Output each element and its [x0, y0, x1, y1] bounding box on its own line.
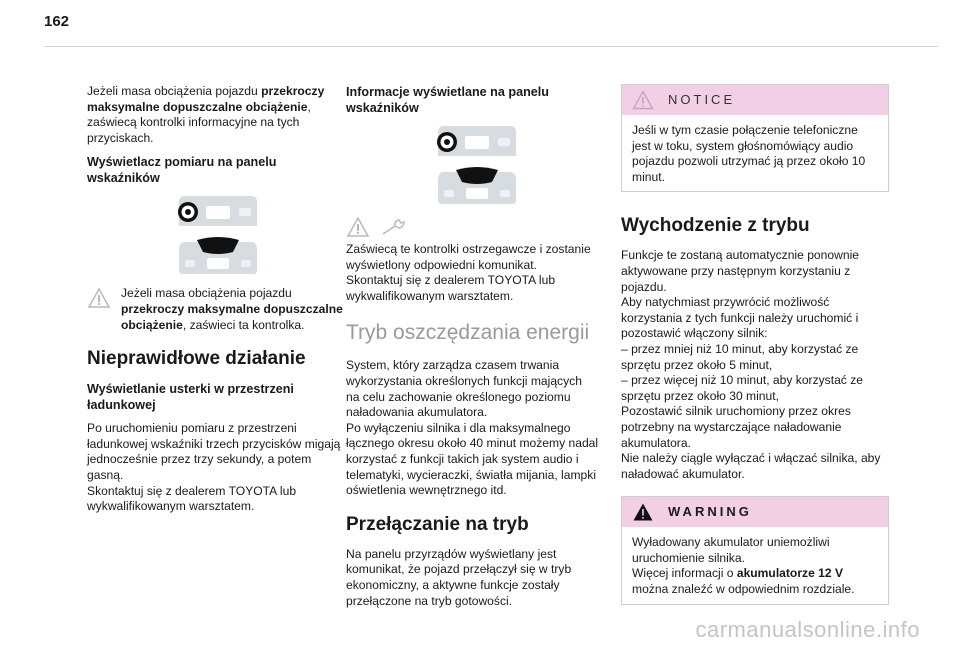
- text-line: wskaźników: [346, 101, 419, 115]
- top-divider: [44, 46, 938, 47]
- notice-box: [621, 84, 889, 192]
- panel-warning-text: [346, 242, 608, 304]
- exit-mode-body: [621, 248, 889, 482]
- warning-label: WARNING: [668, 504, 752, 520]
- text-line: Skontaktuj się z dealerem TOYOTA lub: [346, 273, 556, 288]
- text-line: jednocześnie przez trzy sekundy, a potem: [87, 452, 312, 467]
- column-2: [346, 84, 608, 617]
- text-line: Aby natychmiast przywrócić możliwość: [621, 295, 830, 310]
- wrench-icon: [380, 216, 408, 238]
- text-run: zaświecą kontrolki informacyjne na tych: [87, 115, 300, 130]
- text-line: na celu zachowanie określonego poziomu: [346, 389, 571, 404]
- text-line: komunikat, że pojazd przełączył się w tryb: [346, 562, 572, 577]
- text-line: jest w toku, system głośnomówiący audio: [632, 138, 854, 153]
- text-line: telematyki, wycieraczki, światła mijania, lampki: [346, 467, 597, 482]
- text-line: System, który zarządza czasem trwania: [346, 358, 560, 373]
- text-line: ładunkowej wskaźniki trzech przycisków migają: [87, 436, 341, 451]
- heading-measurement-display: [87, 154, 349, 186]
- text-line: akumulatora.: [621, 435, 691, 450]
- text-line: Funkcje te zostaną automatycznie ponownie: [621, 248, 859, 263]
- text-line: Na panelu przyrządów wyświetlany jest: [346, 546, 557, 561]
- bold-text: przekroczy: [261, 84, 325, 98]
- text-line: Wyświetlanie usterki w przestrzeni: [87, 382, 294, 397]
- text-run: Jeżeli masa obciążenia pojazdu: [87, 84, 262, 98]
- text-line: pojazdu pozwoli utrzymać ją przez około 10: [632, 154, 866, 169]
- text-line: pojazdu.: [621, 279, 667, 294]
- bold-text: akumulatorze 12 V: [736, 566, 844, 581]
- text-line: wykwalifikowanym warsztatem.: [346, 288, 514, 303]
- text-line: naładowania akumulatora.: [346, 405, 488, 420]
- notice-label: NOTICE: [668, 92, 736, 108]
- notice-triangle-icon: [632, 90, 654, 110]
- text-run: , zaświeci ta kontrolka.: [182, 317, 305, 332]
- text-run: uruchomienie silnika.: [632, 550, 745, 565]
- text-line: ładunkowej: [87, 398, 156, 413]
- text-line: Skontaktuj się z dealerem TOYOTA lub: [87, 483, 297, 498]
- column-1: [87, 84, 349, 523]
- text-line: wykorzystania określonych funkcji mających: [346, 373, 582, 388]
- section-title-exit-mode: Wychodzenie z trybu: [621, 215, 810, 237]
- text-line: Po wyłączeniu silnika i dla maksymalnego: [346, 420, 571, 435]
- overload-warning-text: [87, 286, 349, 333]
- warning-header: [622, 497, 888, 527]
- text-line: Informacje wyświetlane na panelu: [346, 85, 549, 99]
- text-line: korzystania z tych funkcji należy uruchomić i: [621, 310, 859, 325]
- dashboard-illustration: [87, 194, 349, 276]
- section-title-malfunction: Nieprawidłowe działanie: [87, 348, 306, 370]
- fault-body: [87, 421, 349, 515]
- text-run: można znaleźć w odpowiednim rozdziale.: [632, 582, 855, 597]
- dashboard-illustration-2: [346, 124, 608, 206]
- section-title-energy-saving: Tryb oszczędzania energii: [346, 321, 590, 345]
- warning-triangle-icon: [346, 216, 370, 238]
- text-line: minut.: [632, 169, 665, 184]
- text-line: Zaświecą te kontrolki ostrzegawcze i zostanie: [346, 242, 591, 256]
- text-run: Jeżeli masa obciążenia pojazdu: [121, 286, 292, 301]
- bold-text: obciążenie: [121, 317, 183, 332]
- text-line: ekonomiczny, a aktywne funkcje zostały: [346, 577, 560, 592]
- energy-saving-body: [346, 358, 608, 498]
- warning-text: [632, 535, 878, 597]
- text-line: Po uruchomieniu pomiaru z przestrzeni: [87, 421, 297, 436]
- notice-header: [622, 85, 888, 115]
- text-line: potrzebny na wystarczające naładowanie: [621, 419, 842, 434]
- intro-paragraph: [87, 84, 349, 146]
- text-line: Wyświetlacz pomiaru na panelu: [87, 155, 277, 170]
- text-line: wskaźników: [87, 171, 160, 186]
- page-number: 162: [44, 13, 70, 30]
- heading-fault-display: [87, 381, 349, 413]
- watermark: carmanualsonline.info: [695, 617, 920, 642]
- text-line: pozostawić włączony silnik:: [621, 326, 768, 341]
- notice-text: [632, 123, 878, 185]
- switching-body: [346, 547, 608, 609]
- text-line: przełączone na tryb gotowości.: [346, 593, 513, 608]
- section-title-switching: Przełączanie na tryb: [346, 513, 529, 535]
- text-line: wyświetlony odpowiedni komunikat.: [346, 257, 537, 272]
- warning-icons-row: [346, 216, 608, 238]
- bold-text: maksymalne dopuszczalne obciążenie: [87, 99, 308, 114]
- text-line: gasną.: [87, 467, 124, 482]
- text-line: – przez mniej niż 10 minut, aby korzystać ze: [621, 341, 859, 356]
- bold-text: przekroczy maksymalne dopuszczalne: [121, 301, 343, 316]
- text-line: – przez więcej niż 10 minut, aby korzystać ze: [621, 373, 863, 388]
- text-line: wykwalifikowanym warsztatem.: [87, 499, 255, 514]
- text-line: Nie należy ciągle wyłączać i włączać silnika, aby: [621, 451, 881, 466]
- text-run: ,: [307, 99, 311, 114]
- text-run: Więcej informacji o: [632, 566, 737, 581]
- text-line: Jeśli w tym czasie połączenie telefoniczne: [632, 123, 858, 137]
- column-3: [621, 84, 889, 621]
- text-line: oświetlenia wewnętrznego itd.: [346, 483, 507, 498]
- text-line: Pozostawić silnik uruchomiony przez okres: [621, 404, 851, 419]
- text-line: łącznego okresu około 40 minut możemy nadal: [346, 436, 599, 451]
- warning-triangle-icon: [87, 287, 111, 309]
- heading-panel-info: [346, 84, 608, 116]
- text-line: naładować akumulator.: [621, 466, 745, 481]
- text-run: Wyładowany akumulator uniemożliwi: [632, 535, 830, 550]
- text-run: przyciskach.: [87, 130, 154, 145]
- text-line: sprzętu przez około 5 minut,: [621, 357, 773, 372]
- dashboard-buttons-icon: [432, 124, 522, 206]
- warning-box: [621, 496, 889, 604]
- warning-filled-triangle-icon: [632, 502, 654, 522]
- overload-warning: [87, 286, 349, 333]
- text-line: korzystać z funkcji takich jak system audio i: [346, 451, 579, 466]
- text-line: sprzętu przez około 30 minut,: [621, 388, 779, 403]
- text-line: aktywowane przy następnym korzystaniu z: [621, 263, 851, 278]
- dashboard-buttons-icon: [173, 194, 263, 276]
